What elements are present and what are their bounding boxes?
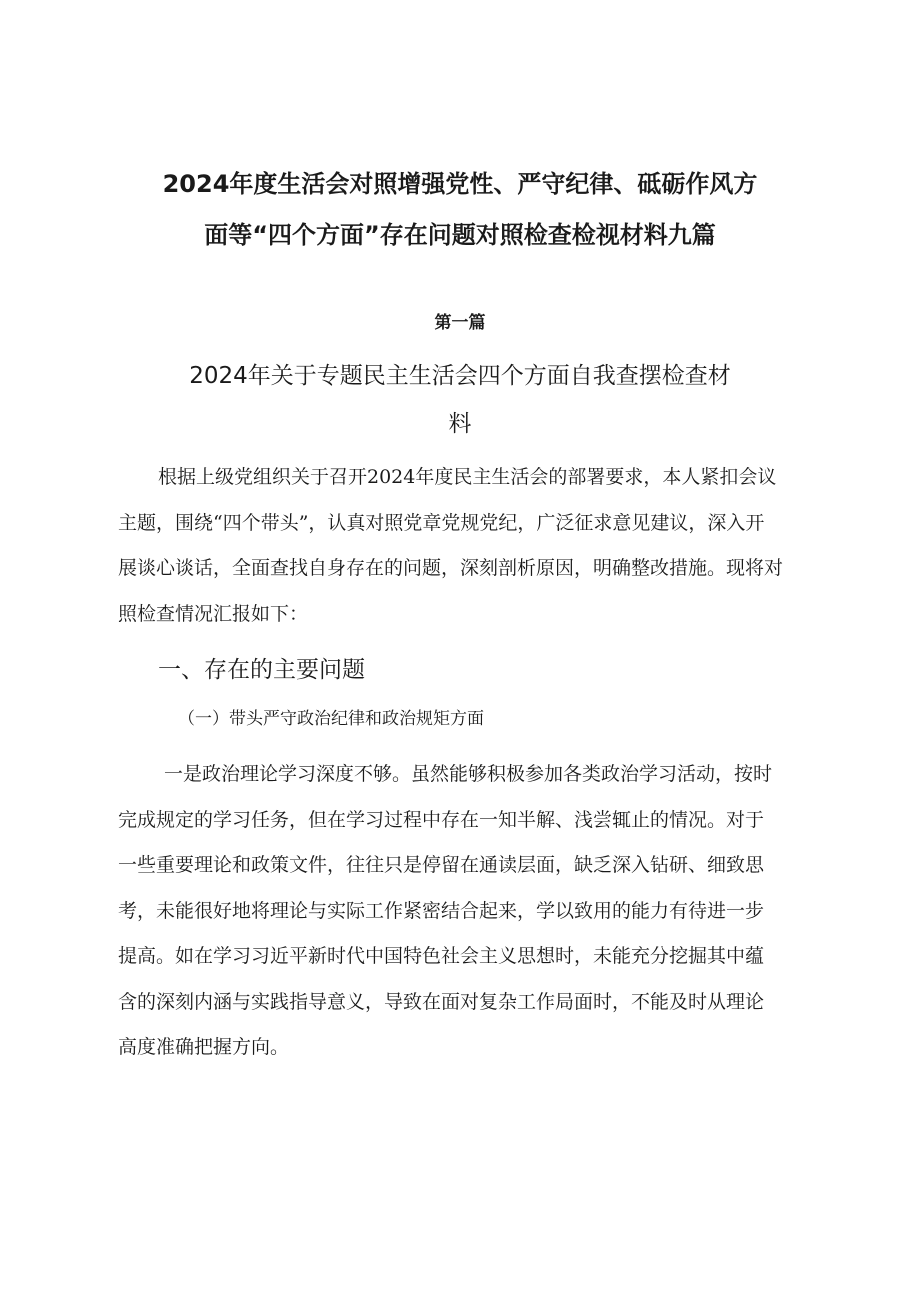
- body-line: 考，未能很好地将理论与实际工作紧密结合起来，学以致用的能力有待进一步: [118, 899, 765, 922]
- intro-line: 根据上级党组织关于召开2024年度民主生活会的部署要求，本人紧扣会议: [158, 466, 777, 488]
- document-title-line-2: 面等“四个方面”存在问题对照检查检视材料九篇: [204, 221, 716, 249]
- document-title-line-1: 2024年度生活会对照增强党性、严守纪律、砥砺作风方: [162, 170, 758, 198]
- intro-line: 展谈心谈话，全面查找自身存在的问题，深刻剖析原因，明确整改措施。现将对: [118, 557, 784, 579]
- body-line: 完成规定的学习任务，但在学习过程中存在一知半解、浅尝辄止的情况。对于: [118, 808, 765, 831]
- body-line: 一些重要理论和政策文件，往往只是停留在通读层面，缺乏深入钻研、细致思: [118, 854, 765, 876]
- intro-line: 照检查情况汇报如下：: [118, 602, 309, 625]
- body-line: 含的深刻内涵与实践指导意义，导致在面对复杂工作局面时，不能及时从理论: [118, 990, 765, 1013]
- body-line: 高度准确把握方向。: [118, 1036, 290, 1058]
- body-paragraph: [118, 752, 808, 1071]
- sub-heading: （一）带头严守政治纪律和政治规矩方面: [178, 709, 484, 729]
- subtitle-line-1: 2024年关于专题民主生活会四个方面自我查摆检查材: [189, 363, 731, 389]
- intro-paragraph: [118, 455, 808, 637]
- body-line: 一是政治理论学习深度不够。虽然能够积极参加各类政治学习活动，按时: [164, 763, 773, 785]
- part-label: 第一篇: [434, 313, 486, 333]
- subtitle-line-2: 料: [448, 411, 472, 437]
- section-heading: 一、存在的主要问题: [158, 657, 365, 683]
- intro-line: 主题，围绕“四个带头”，认真对照党章党规党纪，广泛征求意见建议，深入开: [118, 511, 765, 534]
- body-line: 提高。如在学习习近平新时代中国特色社会主义思想时，未能充分挖掘其中蕴: [118, 945, 765, 967]
